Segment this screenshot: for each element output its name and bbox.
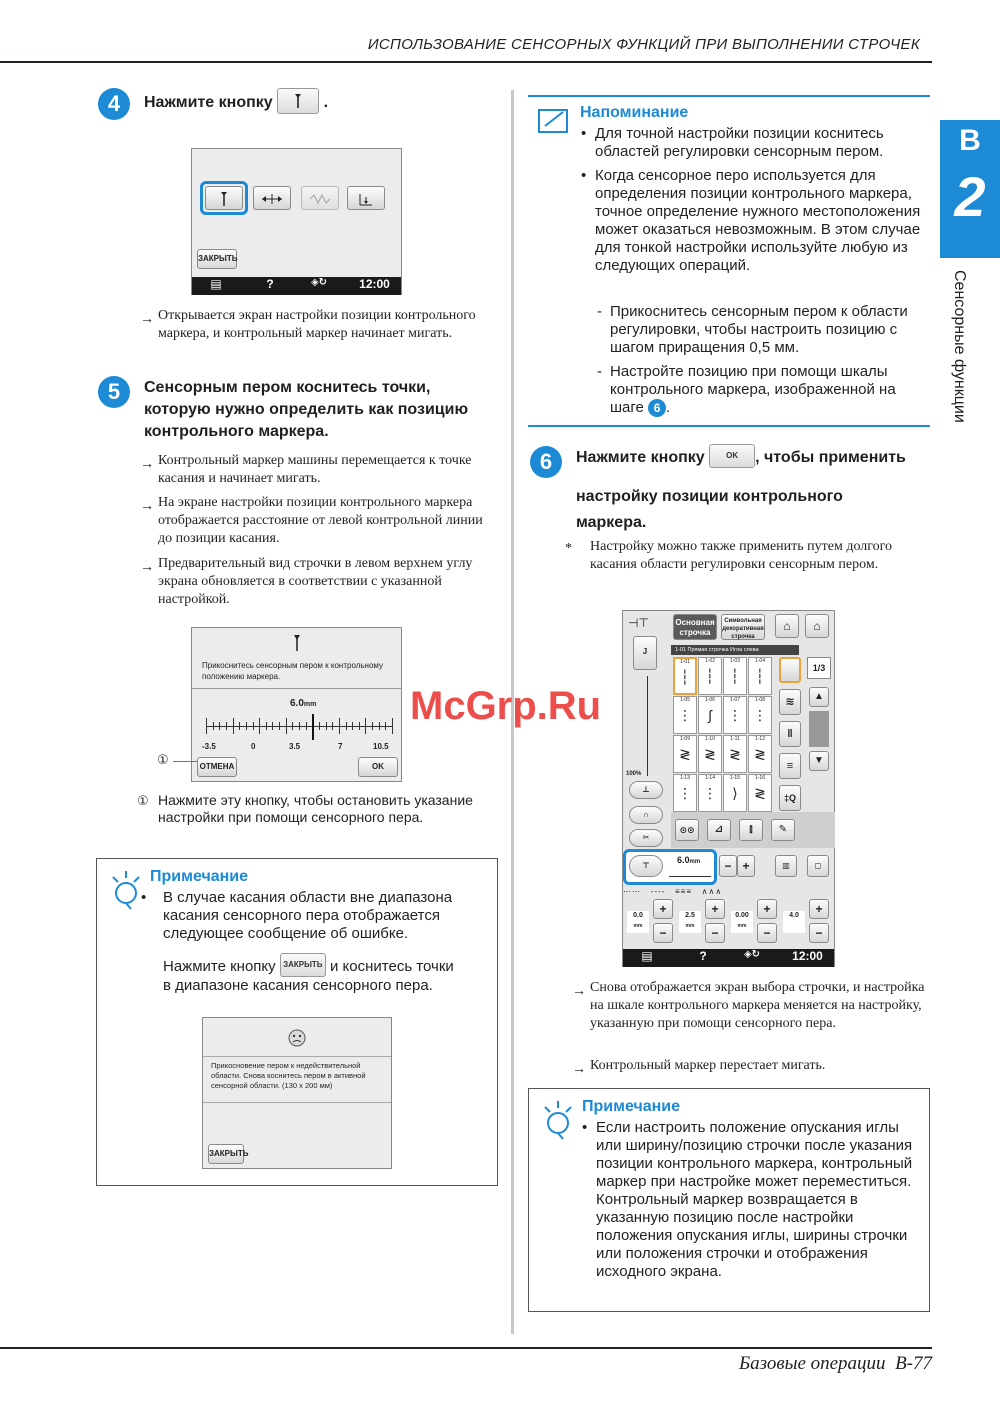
step-4-text [144,90,328,116]
step-5-result-1: Контрольный маркер машины перемещается к точке касания и начинает мигать. [158,453,472,486]
scale-tick [365,718,366,734]
scale-tick [385,722,386,730]
tab-basic-stitch[interactable]: Основная строчка [673,614,717,640]
note-1-line-b: и коснитесь точки [330,957,454,975]
needle-position-button[interactable]: ⊥ [629,781,663,799]
pattern-code: 1-13 [679,775,690,781]
scroll-down-button[interactable]: ▼ [809,751,829,771]
step-5-text: Сенсорным пером коснитесь точки, которую нужно определить как позицию контрольного маркера. [144,379,469,440]
marker-value-unit: mm [689,859,701,865]
stitch-glyph: ⋮ [678,707,692,723]
watermark: McGrp.Ru [410,684,602,728]
pattern-cell[interactable] [698,735,722,773]
needle-icon: ⊣⊤ [628,616,649,630]
memory-button[interactable]: ▥ [775,855,797,877]
pocket-icon[interactable]: ◻ [807,855,829,877]
marker-toggle-button[interactable]: ⫾ [739,819,763,841]
reminder-sub-1: Прикоснитесь сенсорным пером к области регулировки, чтобы настроить позицию с шагом приращения 0,5 мм. [610,303,908,356]
page-header-title: ИСПОЛЬЗОВАНИЕ СЕНСОРНЫХ ФУНКЦИЙ ПРИ ВЫПОЛНЕНИИ СТРОЧЕК [367,36,920,53]
scale-tick [346,722,347,730]
stitch-glyph: ⋮ [703,785,717,801]
stitch-glyph: ≷ [729,746,741,762]
scale-tick [372,722,373,730]
error-screen [202,1017,392,1169]
step-6-label-a: Нажмите кнопку [576,449,705,467]
divider [203,1056,391,1057]
page-number: B-77 [895,1353,932,1374]
setting-plus-button[interactable]: + [757,899,777,919]
setting-value-number: 0.00 [735,912,749,919]
wireless-icon[interactable]: ◈↻ [310,277,328,288]
scale-tick [239,722,240,730]
error-face-icon [286,1028,308,1048]
setting-value-unit: mm [737,923,747,929]
help-button[interactable]: ? [266,277,274,291]
pattern-code: 1-06 [704,697,715,703]
scale-label-1: -3.5 [202,742,216,751]
pattern-cell[interactable] [673,696,697,734]
result-arrow: → [140,310,154,326]
pattern-code: 1-15 [729,775,740,781]
stitch-glyph: ┆ [755,668,765,684]
setting-value [627,911,649,933]
pattern-cell[interactable] [673,735,697,773]
scroll-up-button[interactable]: ▲ [809,687,829,707]
scale-tick [206,718,207,734]
pattern-cell[interactable] [748,696,772,734]
step-4-screen [191,148,402,295]
pattern-cell[interactable] [748,657,772,695]
stitch-glyph: ʃ [708,707,712,723]
ok-button[interactable]: OK [358,757,398,777]
note-1-title: Примечание [150,868,249,885]
pattern-option-icon[interactable]: ≋ [779,689,801,715]
stitch-glyph: ⟩ [732,785,738,801]
selected-pattern-preview [779,657,801,683]
setting-previews: ⋯⋯ ---- ≡≡≡ ∧∧∧ [623,887,723,896]
dash-mark: - [597,363,602,380]
scale-tick [379,722,380,730]
chapter-number: 2 [954,165,986,228]
scale-tick [339,718,340,734]
close-button-inline: ЗАКРЫТЬ [280,953,326,977]
footer-rule [0,1347,932,1349]
marker-icon [218,190,230,208]
pattern-cell[interactable] [698,657,722,695]
reminder-bullet-1: Для точной настройки позиции коснитесь областей регулировки сенсорным пером. [595,125,884,160]
needle-down-icon [356,190,376,208]
scale-tick [326,722,327,730]
scale-selected-marker [312,714,314,740]
reminder-sub-2-text: Настройте позицию при помощи шкалы контрольного маркера, изображенной на шаге [610,363,896,416]
pen-button[interactable]: ✎ [771,819,795,841]
scale-label-3: 3.5 [289,742,301,751]
bullet-dot: • [581,125,587,142]
pattern-code: 1-10 [704,736,715,742]
footer-section: Базовые операции [738,1353,886,1374]
setting-plus-button[interactable]: + [705,899,725,919]
step-6-number: 6 [530,446,562,478]
step-5-result-2: На экране настройки позиции контрольного маркера отображается расстояние от левой контрольной линии до позиции касания. [158,495,483,546]
error-close-button[interactable]: ЗАКРЫТЬ [208,1144,244,1164]
pocket-button[interactable]: ⌂ [775,614,799,638]
setting-value-number: 0.0 [633,912,643,919]
step-6-result-1: Снова отображается экран выбора строчки, и настройка на шкале контрольного маркера меняется на настройку, указанную при помощи сенсорного пера. [590,980,925,1031]
scale-tick [253,722,254,730]
pattern-code: 1-04 [754,658,765,664]
pattern-code: 1-11 [730,736,740,742]
stitch-preview [647,676,648,776]
scale-tick [266,722,267,730]
setting-minus-button[interactable]: − [757,923,777,943]
scale-tick [352,722,353,730]
pattern-cell[interactable] [698,774,722,812]
marker-value [677,855,700,865]
scale-tick [213,722,214,730]
scale-label-2: 0 [251,742,256,751]
divider [203,1102,391,1103]
marker-value-unit: mm [303,701,317,708]
footnote-number: ① [137,793,149,808]
scale-tick [246,722,247,730]
arrows-horizontal-icon [260,192,284,206]
step-4-number: 4 [98,88,130,120]
dash-mark: - [597,303,602,320]
chapter-label: Сенсорные функции [951,270,968,423]
mirror-button[interactable]: ⊿ [707,819,731,841]
marker-plus-button[interactable]: + [737,855,755,877]
header-rule [0,61,932,63]
divider [192,688,401,689]
scale-tick [286,718,287,734]
pattern-code: 1-07 [729,697,740,703]
pattern-code: 1-05 [679,697,690,703]
mini-scale [669,873,711,877]
marker-scale[interactable] [206,714,392,740]
ok-button-inline: OK [709,444,755,468]
scale-label-4: 7 [338,742,343,751]
note-2-text: Если настроить положение опускания иглы или ширину/позицию строчки после указания позиции контрольного маркера, контрольный маркер при настройке может переместиться. Контрольный маркер возвращается в указанную позицию после настройки положения опускания иглы, ширины строчки или положения строчки и отображения исходного экрана. [596,1119,913,1280]
scissors-icon[interactable]: ✂ [629,829,663,847]
pattern-code: 1-09 [679,736,690,742]
setting-value [731,911,753,933]
clock-label: 12:00 [792,949,823,963]
pattern-button[interactable] [301,186,339,210]
pattern-cell[interactable] [748,774,772,812]
setting-value-number: 4.0 [789,912,799,919]
pattern-code: 1-08 [754,697,765,703]
scale-tick [299,722,300,730]
step-6-label-b: , чтобы применить [755,449,906,467]
marker-button-inline [277,88,319,114]
reminder-sub-2 [610,363,925,417]
page-indicator: 1/3 [807,657,831,679]
marker-icon [290,633,304,653]
marker-value [290,698,316,709]
pattern-code: 1-12 [754,736,765,742]
home-button[interactable]: ⌂ [805,614,829,638]
scale-tick [233,718,234,734]
pattern-cell[interactable] [723,735,747,773]
width-button[interactable] [253,186,291,210]
step-5-number: 5 [98,376,130,408]
stitch-glyph: ⋮ [753,707,767,723]
marker-value-number: 6.0 [290,698,304,709]
twin-needle-button[interactable]: ⊙⊙ [675,819,699,841]
stitch-glyph: ≷ [704,746,716,762]
pattern-cell[interactable] [748,735,772,773]
footer [739,1353,932,1375]
stitch-glyph: ≷ [754,785,766,801]
menu-icon[interactable]: ▤ [210,277,222,291]
bulb-icon [109,869,143,911]
close-button[interactable]: ЗАКРЫТЬ [197,249,237,269]
reminder-bottom-rule [528,425,930,427]
callout-number: ① [157,752,169,767]
note-1-line-a: Нажмите кнопку [163,957,276,975]
marker-position-button[interactable] [205,186,243,210]
chapter-tab [940,120,1000,258]
pattern-cell[interactable] [723,774,747,812]
setting-value [679,911,701,933]
setting-value-number: 2.5 [685,912,695,919]
stitch-glyph: ┆ [680,669,690,685]
step-6-result-2: Контрольный маркер перестает мигать. [590,1058,826,1073]
pattern-option-icon[interactable]: ‡Q [779,785,801,811]
step-4-end: . [323,94,329,112]
reminder-title: Напоминание [580,104,689,121]
setting-plus-button[interactable]: + [653,899,673,919]
setting-minus-button[interactable]: − [705,923,725,943]
note-2-title: Примечание [582,1098,681,1115]
step-4-result: Открывается экран настройки позиции контрольного маркера, и контрольный маркер начинает мигать. [158,308,476,341]
marker-minus-button[interactable]: − [719,855,737,877]
step-6-text-line-2: настройку позиции контрольного маркера. [576,488,843,531]
zigzag-icon [308,192,332,206]
scale-tick [219,722,220,730]
wireless-icon[interactable]: ◈↻ [743,949,761,960]
stitch-glyph: ≷ [679,746,691,762]
scale-tick [359,722,360,730]
scale-tick [272,722,273,730]
pattern-code: 1-03 [729,658,740,664]
pattern-grid[interactable] [673,657,773,813]
pattern-code: 1-02 [704,658,715,664]
step-4-label: Нажмите кнопку [144,94,273,112]
step-6-text-line-1 [576,446,931,470]
bullet-dot: • [141,889,147,906]
result-arrow: → [572,1060,586,1076]
step-6-screen [622,610,835,967]
help-button[interactable]: ? [699,949,707,963]
asterisk: * [565,541,572,556]
scale-tick [306,722,307,730]
result-arrow: → [140,455,154,471]
cancel-button[interactable]: ОТМЕНА [197,757,237,777]
pattern-cell[interactable] [723,657,747,695]
pattern-code: 1-14 [704,775,715,781]
pattern-title: 1-01 Прямая строчка Игла слева [671,645,799,655]
step-5-result-3: Предварительный вид строчки в левом верхнем углу экрана обновляется в соответствии с указанной настройкой. [158,556,473,607]
note-box-2 [528,1088,930,1312]
result-arrow: → [140,497,154,513]
scale-tick [319,722,320,730]
reminder-top-rule [528,95,930,97]
pattern-option-icon[interactable]: ≡ [779,753,801,779]
bulb-icon [541,1099,575,1141]
marker-value-number: 6.0 [677,855,690,865]
zoom-label: 100% [626,771,642,777]
marker-instruction: Прикоснитесь сенсорным пером к контрольному положению маркера. [202,661,384,681]
marker-icon [291,92,305,110]
result-arrow: → [140,558,154,574]
note-1-line-c: в диапазоне касания сенсорного пера. [163,977,433,994]
pattern-cell[interactable] [723,696,747,734]
note-1-text: В случае касания области вне диапазона касания сенсорного пера отображается следующее сообщение об ошибке. [163,889,453,942]
stitch-glyph: ⋮ [728,707,742,723]
callout-line [173,761,197,762]
scale-tick [292,722,293,730]
result-arrow: → [572,982,586,998]
error-message: Прикосновение пером к недействительной области. Снова коснитесь пером в активной сенсорной области. (130 x 200 мм) [211,1061,366,1090]
setting-minus-button[interactable]: − [653,923,673,943]
scale-label-5: 10.5 [373,742,389,751]
reverse-button[interactable]: ∩ [629,806,663,824]
scale-tick [226,722,227,730]
pattern-cell[interactable] [673,657,697,695]
status-bar [623,949,834,967]
step-6-footnote: Настройку можно также применить путем долгого касания области регулировки сенсорным пером. [590,539,893,572]
note-1-instruction [163,955,493,979]
step-ref-badge: 6 [648,399,666,417]
pattern-code: 1-01 [679,659,690,665]
stitch-glyph: ⋮ [678,785,692,801]
step-5-footnote: Нажмите эту кнопку, чтобы остановить указание настройки при помощи сенсорного пера. [158,792,473,825]
memo-pencil-icon [537,106,571,134]
status-bar [192,277,401,295]
setting-minus-button[interactable]: − [809,923,829,943]
menu-icon[interactable]: ▤ [641,949,653,963]
stitch-glyph: ┆ [705,668,715,684]
scale-tick [392,718,393,734]
reminder-bullet-2: Когда сенсорное перо используется для определения позиции контрольного маркера, точное определение нужного местоположения может оказаться невозможным. В этом случае для тонкой настройки используйте любую из следующих операций. [595,167,921,274]
tab-decorative-stitch[interactable]: Символьная декоративная строчка [721,614,765,640]
chapter-letter: B [959,124,981,157]
setting-value [783,911,805,933]
marker-button[interactable]: ⊤ [629,855,663,877]
stitch-glyph: ≷ [754,746,766,762]
setting-plus-button[interactable]: + [809,899,829,919]
pattern-cell[interactable] [698,696,722,734]
needle-down-button[interactable] [347,186,385,210]
scrollbar[interactable] [809,711,829,747]
scale-tick [279,722,280,730]
value-controls [623,899,834,947]
bullet-dot: • [582,1119,588,1136]
pattern-option-icon[interactable]: ‖ [779,721,801,747]
reminder-sub-2-end: . [666,399,671,416]
scale-tick [259,718,260,734]
stitch-glyph: ┆ [730,668,740,684]
presser-foot-icon: J [633,636,657,670]
pattern-cell[interactable] [673,774,697,812]
setting-value-unit: mm [685,923,695,929]
pattern-code: 1-16 [754,775,765,781]
scale-tick [332,722,333,730]
setting-value-unit: mm [633,923,643,929]
note-box-1 [96,858,498,1186]
bullet-dot: • [581,167,587,184]
clock-label: 12:00 [359,277,390,291]
step-5-screen [191,627,402,782]
